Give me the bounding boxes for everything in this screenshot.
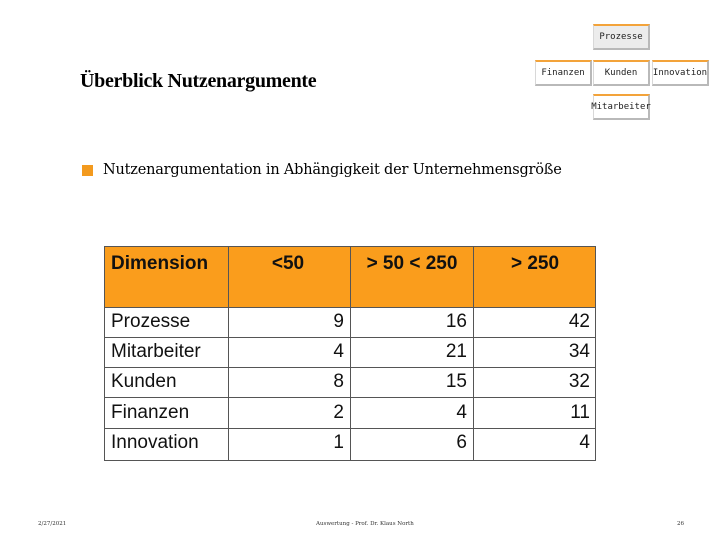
header-gt250: > 250 bbox=[510, 253, 560, 274]
table-cell: 8 bbox=[333, 371, 344, 392]
nav-box-mitarbeiter[interactable]: Mitarbeiter bbox=[593, 94, 650, 120]
table-cell: 42 bbox=[568, 311, 590, 332]
table-row-label: Finanzen bbox=[111, 402, 190, 423]
nav-box-finanzen[interactable]: Finanzen bbox=[535, 60, 592, 86]
table-cell: 6 bbox=[456, 432, 467, 453]
nav-box-innovation[interactable]: Innovation bbox=[652, 60, 709, 86]
header-dimension: Dimension bbox=[111, 253, 209, 274]
slide-title: Überblick Nutzenargumente bbox=[80, 70, 317, 92]
header-50-250: > 50 < 250 bbox=[366, 253, 458, 274]
bullet-item bbox=[82, 162, 562, 178]
table-cell: 4 bbox=[333, 341, 344, 362]
table-row-label: Mitarbeiter bbox=[111, 341, 201, 362]
table-cell: 4 bbox=[456, 402, 467, 423]
table-cell: 1 bbox=[333, 432, 344, 453]
table-row-label: Kunden bbox=[111, 371, 177, 392]
table-cell: 16 bbox=[445, 311, 467, 332]
nav-box-prozesse[interactable]: Prozesse bbox=[593, 24, 650, 50]
table-cell: 32 bbox=[568, 371, 590, 392]
footer-center: Auswertung - Prof. Dr. Klaus North bbox=[316, 521, 414, 527]
table-cell: 34 bbox=[568, 341, 590, 362]
table-cell: 9 bbox=[333, 311, 344, 332]
data-table bbox=[104, 246, 596, 461]
table-row-label: Prozesse bbox=[111, 311, 191, 332]
footer-date: 2/27/2021 bbox=[38, 521, 67, 527]
header-lt50: <50 bbox=[271, 253, 305, 274]
bullet-text: Nutzenargumentation in Abhängigkeit der Unternehmensgröße bbox=[103, 162, 562, 178]
bullet-square-icon bbox=[82, 165, 93, 176]
footer-page-number: 26 bbox=[677, 521, 684, 527]
table-cell: 11 bbox=[570, 402, 590, 423]
table-cell: 21 bbox=[445, 341, 467, 362]
table-row-label: Innovation bbox=[111, 432, 199, 453]
table-cell: 2 bbox=[333, 402, 344, 423]
nav-box-kunden[interactable]: Kunden bbox=[593, 60, 650, 86]
table-cell: 15 bbox=[445, 371, 467, 392]
table-cell: 4 bbox=[579, 432, 590, 453]
